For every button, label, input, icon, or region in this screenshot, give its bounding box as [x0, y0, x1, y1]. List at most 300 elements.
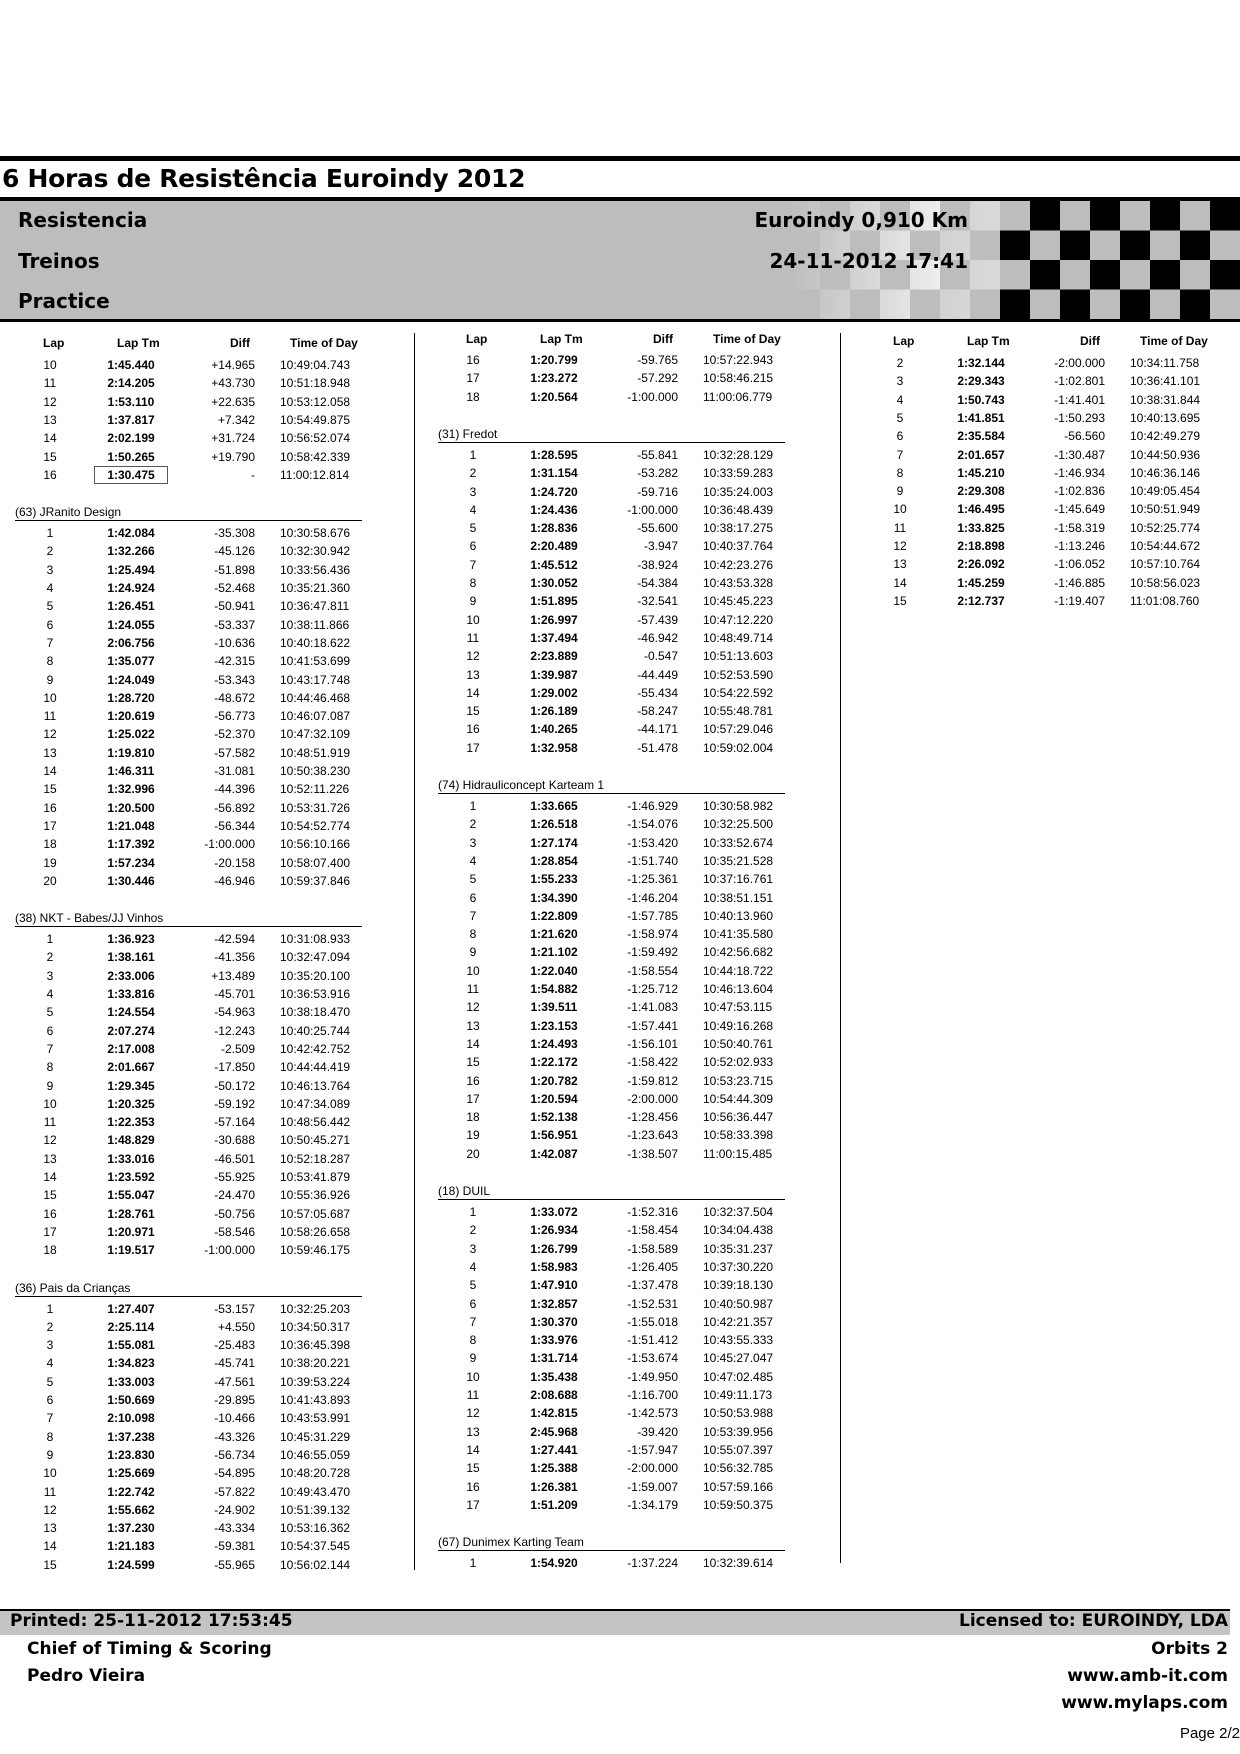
lap-row — [438, 797, 798, 815]
lap-time: 1:42.087 — [530, 1146, 578, 1161]
lap-time: 1:50.265 — [107, 449, 155, 464]
lap-time: 2:02.199 — [107, 431, 155, 446]
header-diff: Diff — [1080, 334, 1100, 348]
time-of-day: 10:48:51.919 — [280, 745, 351, 760]
lap-row — [865, 519, 1225, 537]
lap-number: 10 — [893, 502, 907, 517]
lap-diff: -53.282 — [637, 466, 678, 481]
time-of-day: 10:38:31.844 — [1130, 392, 1201, 407]
lap-time: 1:26.451 — [107, 599, 155, 614]
lap-number: 7 — [469, 1314, 477, 1329]
lap-row — [438, 1126, 798, 1144]
lap-row — [15, 744, 375, 762]
header-time-of-day: Time of Day — [1140, 334, 1208, 348]
lap-row — [15, 725, 375, 743]
team-header: (31) Fredot — [438, 426, 785, 443]
header-lap: Lap — [466, 332, 488, 346]
lap-row — [438, 1072, 798, 1090]
lap-row — [438, 1053, 798, 1071]
lap-row — [15, 1464, 375, 1482]
lap-number: 11 — [466, 630, 480, 645]
lap-number: 13 — [43, 745, 57, 760]
lap-number: 12 — [43, 727, 57, 742]
lap-time: 1:31.714 — [530, 1351, 578, 1366]
time-of-day: 10:36:45.398 — [280, 1338, 351, 1353]
lap-number: 9 — [469, 594, 477, 609]
lap-diff: -1:59.007 — [627, 1479, 678, 1494]
lap-time: 1:35.077 — [107, 654, 155, 669]
time-of-day: 10:56:32.785 — [703, 1461, 774, 1476]
time-of-day: 10:39:18.130 — [703, 1278, 774, 1293]
session-label: Practice — [18, 289, 110, 313]
lap-number: 8 — [469, 927, 477, 942]
lap-number: 15 — [43, 1188, 57, 1203]
lap-diff: -55.925 — [214, 1170, 255, 1184]
lap-number: 5 — [469, 872, 477, 887]
lap-number: 18 — [43, 837, 57, 852]
lap-time: 1:42.815 — [530, 1406, 578, 1421]
lap-row — [15, 780, 375, 798]
time-of-day: 10:50:53.988 — [703, 1406, 774, 1421]
lap-number: 15 — [43, 449, 57, 464]
lap-time: 1:45.210 — [957, 465, 1005, 480]
time-of-day: 10:46:55.059 — [280, 1447, 351, 1462]
lap-row — [438, 1035, 798, 1053]
lap-diff: -55.600 — [637, 521, 678, 536]
time-of-day: 10:38:18.470 — [280, 1005, 351, 1020]
lap-row — [438, 574, 798, 592]
lap-row — [438, 1478, 798, 1496]
lap-time: 1:25.494 — [107, 562, 155, 577]
time-of-day: 10:38:11.866 — [280, 617, 350, 632]
lap-time: 2:29.343 — [957, 374, 1005, 389]
lap-row — [15, 1373, 375, 1391]
lap-time: 1:22.353 — [107, 1115, 155, 1130]
lap-time: 1:33.976 — [530, 1333, 578, 1348]
lap-time: 1:20.971 — [107, 1224, 155, 1239]
lap-row — [15, 1168, 375, 1186]
lap-diff: -57.822 — [214, 1484, 255, 1499]
lap-number: 8 — [46, 654, 54, 669]
lap-number: 1 — [469, 447, 477, 462]
lap-number: 2 — [46, 544, 54, 559]
lap-number: 5 — [46, 1005, 54, 1020]
time-of-day: 10:42:23.276 — [703, 557, 774, 572]
lap-row — [438, 739, 798, 757]
lap-number: 14 — [466, 685, 480, 700]
lap-diff: -24.470 — [214, 1188, 255, 1203]
lap-time: 1:58.983 — [530, 1259, 578, 1274]
lap-time: 1:22.040 — [530, 963, 578, 978]
lap-diff: -59.765 — [637, 353, 678, 367]
time-of-day: 10:42:49.279 — [1130, 429, 1201, 444]
lap-number: 6 — [46, 1023, 54, 1038]
lap-number: 4 — [46, 987, 54, 1001]
lap-number: 1 — [46, 526, 54, 541]
lap-time: 1:21.620 — [530, 927, 578, 942]
printed-timestamp: Printed: 25-11-2012 17:53:45 — [10, 1611, 293, 1631]
lap-time: 1:26.189 — [530, 704, 578, 719]
lap-time: 1:34.390 — [530, 890, 578, 905]
lap-time: 1:37.817 — [107, 412, 155, 427]
session-name: Treinos — [18, 249, 100, 273]
lap-row — [438, 1423, 798, 1441]
top-rule — [0, 156, 1240, 161]
lap-row — [438, 464, 798, 482]
lap-number: 14 — [43, 431, 57, 446]
time-of-day: 10:51:13.603 — [703, 649, 774, 664]
lap-time: 1:33.816 — [107, 987, 155, 1001]
lap-time: 1:24.049 — [107, 672, 155, 687]
time-of-day: 10:33:52.674 — [703, 835, 774, 850]
lap-number: 8 — [469, 1333, 477, 1348]
time-of-day: 10:40:13.695 — [1130, 410, 1201, 425]
header-lap-time: Lap Tm — [117, 336, 160, 350]
lap-number: 17 — [466, 1497, 480, 1512]
lap-row — [15, 707, 375, 725]
lap-time: 1:22.742 — [107, 1484, 155, 1499]
lap-time: 1:32.958 — [530, 740, 578, 755]
lap-number: 13 — [466, 1424, 480, 1439]
lap-diff: -44.396 — [214, 782, 255, 797]
lap-diff: -20.158 — [214, 855, 255, 870]
lap-time: 2:20.489 — [530, 539, 578, 554]
lap-row — [438, 537, 798, 555]
time-of-day: 10:45:45.223 — [703, 594, 774, 609]
time-of-day: 10:39:53.224 — [280, 1374, 351, 1389]
lap-row — [15, 411, 375, 429]
lap-row — [15, 1300, 375, 1318]
lap-number: 1 — [469, 1556, 477, 1571]
time-of-day: 10:58:26.658 — [280, 1224, 351, 1239]
lap-time: 1:32.996 — [107, 782, 155, 797]
lap-diff: -1:00.000 — [627, 389, 678, 404]
lap-time: 1:23.592 — [107, 1170, 155, 1184]
lap-diff: -1:02.801 — [1054, 374, 1105, 389]
lap-row — [15, 1409, 375, 1427]
time-of-day: 10:53:23.715 — [703, 1073, 774, 1088]
time-of-day: 10:35:21.360 — [280, 581, 351, 595]
lap-time: 1:20.564 — [530, 389, 578, 404]
lap-time: 1:24.055 — [107, 617, 155, 632]
lap-row — [438, 501, 798, 519]
lap-diff: -1:02.836 — [1054, 484, 1105, 499]
lap-number: 13 — [43, 1151, 57, 1166]
lap-number: 2 — [469, 817, 477, 832]
header-time-of-day: Time of Day — [290, 336, 358, 350]
lap-time: 1:55.233 — [530, 872, 578, 887]
lap-diff: -46.946 — [214, 873, 255, 888]
lap-time: 1:55.047 — [107, 1188, 155, 1203]
lap-number: 16 — [43, 467, 57, 482]
time-of-day: 10:40:25.744 — [280, 1023, 351, 1038]
lap-time: 2:07.274 — [107, 1023, 155, 1038]
time-of-day: 10:46:07.087 — [280, 709, 351, 724]
lap-number: 17 — [43, 818, 57, 833]
time-of-day: 10:34:11.758 — [1130, 356, 1200, 370]
time-of-day: 10:58:56.023 — [1130, 575, 1201, 590]
lap-time: 1:39.987 — [530, 667, 578, 682]
time-of-day: 10:42:21.357 — [703, 1314, 774, 1329]
lap-row — [438, 907, 798, 925]
lap-diff: -58.546 — [214, 1224, 255, 1239]
lap-number: 19 — [466, 1128, 480, 1143]
team-header: (74) Hidrauliconcept Karteam 1 — [438, 777, 785, 794]
lap-number: 17 — [466, 740, 480, 755]
lap-diff: -53.343 — [214, 672, 255, 687]
time-of-day: 10:37:30.220 — [703, 1259, 774, 1274]
lap-number: 3 — [46, 562, 54, 577]
lap-number: 1 — [46, 932, 54, 947]
lap-time: 1:29.002 — [530, 685, 578, 700]
lap-number: 3 — [469, 1241, 477, 1256]
lap-time: 1:30.370 — [530, 1314, 578, 1329]
lap-diff: -1:57.441 — [627, 1018, 678, 1033]
lap-row — [865, 372, 1225, 390]
lap-number: 17 — [466, 371, 480, 386]
lap-row — [15, 1354, 375, 1372]
lap-number: 15 — [43, 782, 57, 797]
time-of-day: 10:52:25.774 — [1130, 520, 1201, 535]
lap-diff: -58.247 — [637, 704, 678, 719]
lap-diff: -1:58.422 — [627, 1055, 678, 1070]
lap-number: 6 — [469, 890, 477, 905]
lap-diff: -1:06.052 — [1054, 557, 1105, 572]
lap-row — [15, 1318, 375, 1336]
lap-number: 4 — [469, 502, 477, 517]
lap-time: 1:33.016 — [107, 1151, 155, 1166]
lap-row — [438, 834, 798, 852]
time-of-day: 10:32:47.094 — [280, 950, 351, 965]
lap-number: 15 — [466, 704, 480, 719]
column-header — [15, 336, 375, 352]
lap-number: 5 — [896, 410, 904, 425]
lap-row — [15, 799, 375, 817]
lap-row — [15, 561, 375, 579]
lap-row — [15, 930, 375, 948]
lap-diff: -2:00.000 — [627, 1091, 678, 1106]
lap-row — [15, 948, 375, 966]
team-header: (18) DUIL — [438, 1183, 785, 1200]
lap-number: 9 — [896, 484, 904, 499]
lap-diff: -1:00.000 — [627, 502, 678, 517]
lap-number: 8 — [469, 576, 477, 590]
lap-time: 1:54.920 — [530, 1556, 578, 1571]
lap-number: 4 — [46, 1356, 54, 1371]
lap-row — [865, 446, 1225, 464]
lap-time: 1:20.325 — [107, 1096, 155, 1111]
lap-diff: -53.337 — [214, 617, 255, 632]
time-of-day: 10:49:04.743 — [280, 358, 351, 372]
lap-time: 1:45.440 — [107, 358, 155, 372]
lap-row — [15, 1131, 375, 1149]
time-of-day: 10:49:11.173 — [703, 1388, 773, 1402]
lap-row — [438, 666, 798, 684]
lap-time: 1:26.381 — [530, 1479, 578, 1494]
lap-row — [15, 1336, 375, 1354]
lap-row — [15, 1483, 375, 1501]
time-of-day: 10:47:12.220 — [703, 612, 774, 627]
lap-number: 11 — [43, 1484, 57, 1499]
lap-time: 1:20.500 — [107, 800, 155, 815]
lap-diff: -31.081 — [214, 764, 255, 778]
lap-row — [438, 684, 798, 702]
lap-diff: -3.947 — [643, 539, 678, 554]
lap-row — [438, 611, 798, 629]
lap-diff: -52.370 — [214, 727, 255, 742]
lap-time: 1:48.829 — [107, 1133, 155, 1148]
lap-row — [438, 556, 798, 574]
column-divider-1 — [414, 333, 415, 1570]
lap-number: 5 — [46, 599, 54, 614]
time-of-day: 10:52:02.933 — [703, 1055, 774, 1070]
time-of-day: 10:41:35.580 — [703, 927, 774, 942]
lap-diff: +13.489 — [211, 968, 255, 983]
lap-number: 4 — [46, 581, 54, 595]
lap-row — [15, 1095, 375, 1113]
lap-diff: -57.439 — [637, 612, 678, 627]
lap-number: 5 — [46, 1374, 54, 1389]
lap-diff: -1:46.929 — [627, 799, 678, 813]
lap-number: 10 — [466, 963, 480, 978]
lap-row — [15, 466, 375, 484]
lap-number: 16 — [466, 353, 480, 367]
lap-time: 1:53.110 — [107, 394, 155, 409]
time-of-day: 10:44:50.936 — [1130, 447, 1201, 462]
lap-time: 1:55.081 — [107, 1338, 155, 1353]
lap-time: 2:45.968 — [530, 1424, 578, 1439]
lap-diff: -2.509 — [220, 1041, 255, 1056]
lap-time: 1:20.594 — [530, 1091, 578, 1106]
lap-time: 1:36.923 — [107, 932, 155, 947]
lap-row — [438, 1404, 798, 1422]
lap-time: 2:29.308 — [957, 484, 1005, 499]
lap-number: 16 — [466, 1479, 480, 1494]
lap-row — [438, 815, 798, 833]
lap-time: 1:52.138 — [530, 1110, 578, 1125]
lap-diff: -56.892 — [214, 800, 255, 815]
lap-row — [15, 1446, 375, 1464]
website-mylaps: www.mylaps.com — [1061, 1693, 1228, 1713]
lap-number: 18 — [43, 1243, 57, 1258]
lap-number: 3 — [469, 484, 477, 499]
lap-time: 1:24.493 — [530, 1036, 578, 1051]
lap-diff: -52.468 — [214, 581, 255, 595]
lap-row — [15, 1241, 375, 1259]
lap-diff: -1:45.649 — [1054, 502, 1105, 517]
lap-row — [15, 1003, 375, 1021]
time-of-day: 10:32:30.942 — [280, 544, 351, 559]
time-of-day: 10:59:50.375 — [703, 1497, 774, 1512]
lap-time: 1:27.441 — [530, 1442, 578, 1457]
lap-time: 1:30.475 — [96, 468, 166, 482]
lap-time: 2:25.114 — [107, 1319, 155, 1334]
lap-diff: -17.850 — [214, 1060, 255, 1075]
lap-number: 15 — [466, 1461, 480, 1476]
lap-row — [438, 1386, 798, 1404]
lap-row — [15, 448, 375, 466]
lap-number: 12 — [893, 539, 907, 553]
lap-time: 1:35.438 — [530, 1369, 578, 1384]
lap-time: 1:27.407 — [107, 1301, 155, 1316]
lap-number: 10 — [43, 1466, 57, 1481]
lap-number: 7 — [896, 447, 904, 462]
lap-time: 1:32.144 — [957, 356, 1005, 370]
lap-diff: -35.308 — [214, 526, 255, 541]
lap-number: 18 — [466, 389, 480, 404]
lap-diff: -1:57.785 — [627, 908, 678, 923]
lap-diff: -1:50.293 — [1054, 410, 1105, 425]
time-of-day: 10:53:39.956 — [703, 1424, 774, 1439]
time-of-day: 10:56:36.447 — [703, 1110, 774, 1125]
lap-number: 16 — [466, 722, 480, 737]
lap-row — [438, 1459, 798, 1477]
chief-of-timing-label: Chief of Timing & Scoring — [27, 1639, 272, 1659]
lap-diff: -1:26.405 — [627, 1259, 678, 1274]
lap-diff: -43.326 — [214, 1429, 255, 1444]
lap-diff: +14.965 — [211, 358, 255, 372]
time-of-day: 10:58:33.398 — [703, 1128, 774, 1143]
time-of-day: 10:49:43.470 — [280, 1484, 351, 1499]
lap-number: 2 — [46, 950, 54, 965]
time-of-day: 11:00:06.779 — [703, 389, 773, 404]
lap-time: 1:20.619 — [107, 709, 155, 724]
lap-time: 1:51.895 — [530, 594, 578, 609]
time-of-day: 10:46:36.146 — [1130, 465, 1201, 480]
lap-time: 1:27.174 — [530, 835, 578, 850]
lap-diff: -10.636 — [214, 635, 255, 650]
lap-time: 1:38.161 — [107, 950, 155, 965]
lap-diff: -55.841 — [637, 447, 678, 462]
lap-time: 1:32.857 — [530, 1296, 578, 1311]
lap-number: 14 — [43, 1170, 57, 1184]
lap-diff: -1:52.531 — [627, 1296, 678, 1311]
lap-number: 18 — [466, 1110, 480, 1125]
lap-time: 2:33.006 — [107, 968, 155, 983]
session-datetime: 24-11-2012 17:41 — [769, 249, 968, 273]
lap-number: 9 — [469, 945, 477, 960]
lap-diff: -24.902 — [214, 1502, 255, 1517]
lap-diff: -44.449 — [637, 667, 678, 682]
lap-row — [438, 519, 798, 537]
lap-number: 6 — [896, 429, 904, 444]
time-of-day: 10:52:11.226 — [280, 782, 350, 797]
time-of-day: 10:57:05.687 — [280, 1206, 351, 1221]
lap-row — [438, 1017, 798, 1035]
lap-diff: -12.243 — [214, 1023, 255, 1038]
lap-time: 1:30.446 — [107, 873, 155, 888]
lap-number: 9 — [469, 1351, 477, 1366]
lap-diff: -54.895 — [214, 1466, 255, 1481]
lap-row — [438, 446, 798, 464]
lap-diff: -1:58.319 — [1054, 520, 1105, 535]
lap-time: 1:25.022 — [107, 727, 155, 742]
lap-diff: -1:58.589 — [627, 1241, 678, 1256]
header-time-of-day: Time of Day — [713, 332, 781, 346]
time-of-day: 10:41:53.699 — [280, 654, 351, 669]
time-of-day: 10:40:13.960 — [703, 908, 774, 923]
lap-diff: -1:30.487 — [1054, 447, 1105, 462]
lap-time: 1:28.854 — [530, 853, 578, 868]
lap-diff: -42.594 — [214, 932, 255, 947]
team-header: (63) JRanito Design — [15, 504, 362, 521]
lap-row — [865, 482, 1225, 500]
time-of-day: 10:57:59.166 — [703, 1479, 774, 1494]
lap-time: 1:45.259 — [957, 575, 1005, 590]
lap-number: 11 — [43, 376, 57, 391]
lap-number: 15 — [466, 1055, 480, 1070]
lap-number: 15 — [893, 593, 907, 608]
